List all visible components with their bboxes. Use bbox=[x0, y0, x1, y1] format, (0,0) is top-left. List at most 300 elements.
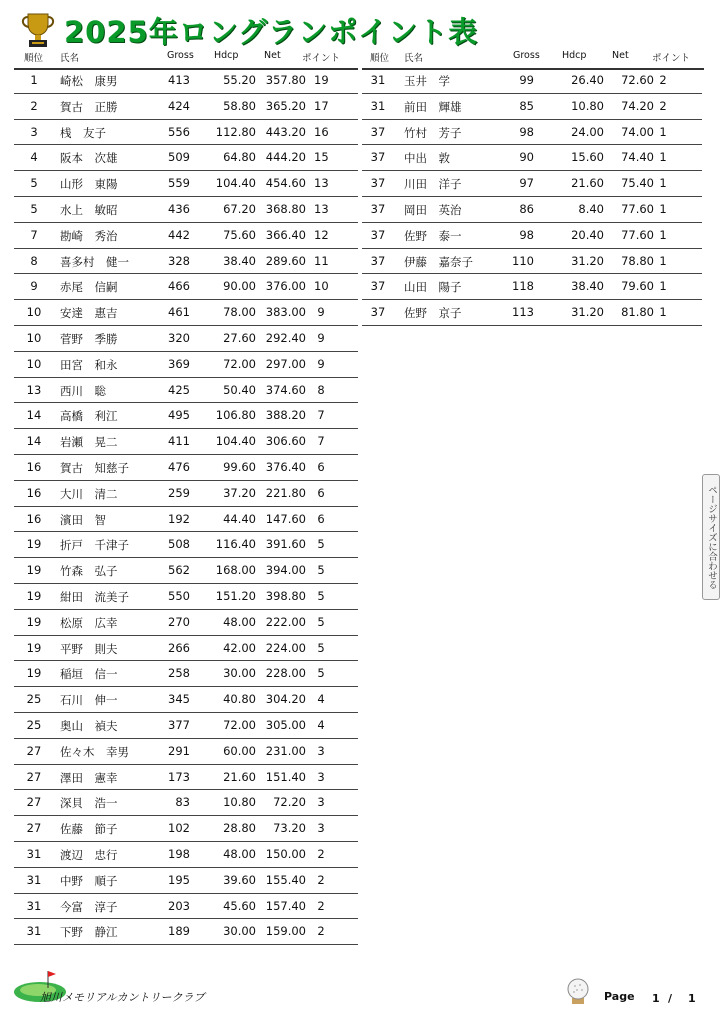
rank-cell: 37 bbox=[370, 124, 386, 139]
hdcp-cell: 15.60 bbox=[571, 150, 604, 165]
table-row bbox=[14, 739, 358, 765]
point-cell: 3 bbox=[317, 795, 325, 810]
name-cell: 田宮 和永 bbox=[60, 357, 118, 372]
point-cell: 3 bbox=[317, 769, 325, 784]
rank-cell: 19 bbox=[26, 614, 42, 629]
name-cell: 賀古 知慈子 bbox=[60, 460, 129, 475]
gross-cell: 203 bbox=[168, 898, 190, 913]
table-row bbox=[362, 94, 702, 120]
table-row bbox=[14, 842, 358, 868]
hdcp-cell: 10.80 bbox=[571, 98, 604, 113]
header-point: ポイント bbox=[652, 53, 691, 64]
name-cell: 赤尾 信嗣 bbox=[60, 280, 118, 295]
net-cell: 304.20 bbox=[265, 692, 306, 707]
hdcp-cell: 31.20 bbox=[571, 305, 604, 320]
table-row bbox=[14, 94, 358, 120]
table-row bbox=[14, 171, 358, 197]
net-cell: 444.20 bbox=[265, 150, 306, 165]
rank-cell: 19 bbox=[26, 666, 42, 681]
gross-cell: 97 bbox=[519, 176, 534, 191]
table-row bbox=[14, 894, 358, 920]
net-cell: 454.60 bbox=[265, 176, 306, 191]
point-cell: 6 bbox=[317, 511, 325, 526]
name-cell: 竹村 芳子 bbox=[404, 125, 462, 140]
gross-cell: 461 bbox=[168, 305, 190, 320]
net-cell: 443.20 bbox=[265, 124, 306, 139]
net-cell: 388.20 bbox=[265, 408, 306, 423]
hdcp-cell: 90.00 bbox=[223, 279, 256, 294]
table-row bbox=[14, 249, 358, 275]
rank-cell: 8 bbox=[30, 253, 38, 268]
point-cell: 5 bbox=[317, 588, 325, 603]
hdcp-cell: 44.40 bbox=[223, 511, 256, 526]
point-cell: 12 bbox=[314, 227, 329, 242]
name-cell: 岩瀬 晃二 bbox=[60, 435, 118, 450]
net-cell: 74.00 bbox=[621, 124, 654, 139]
gross-cell: 291 bbox=[168, 743, 190, 758]
hdcp-cell: 38.40 bbox=[571, 279, 604, 294]
hdcp-cell: 106.80 bbox=[215, 408, 256, 423]
rank-cell: 13 bbox=[26, 382, 42, 397]
table-row bbox=[14, 403, 358, 429]
table-row bbox=[14, 790, 358, 816]
name-cell: 稲垣 信一 bbox=[60, 667, 118, 682]
net-cell: 72.60 bbox=[621, 73, 654, 87]
gross-cell: 562 bbox=[168, 563, 190, 578]
point-cell: 2 bbox=[317, 898, 325, 913]
gross-cell: 369 bbox=[168, 356, 190, 371]
hdcp-cell: 20.40 bbox=[571, 227, 604, 242]
rank-cell: 37 bbox=[370, 227, 386, 242]
net-cell: 78.80 bbox=[621, 253, 654, 268]
point-cell: 6 bbox=[317, 459, 325, 474]
net-cell: 366.40 bbox=[265, 227, 306, 242]
right-header bbox=[370, 50, 702, 66]
hdcp-cell: 112.80 bbox=[215, 124, 256, 139]
point-cell: 9 bbox=[317, 356, 325, 371]
table-row bbox=[14, 326, 358, 352]
net-cell: 151.40 bbox=[265, 769, 306, 784]
table-row bbox=[362, 120, 702, 146]
point-cell: 9 bbox=[317, 330, 325, 345]
name-cell: 奥山 禎夫 bbox=[60, 718, 118, 733]
name-cell: 松原 広幸 bbox=[60, 615, 118, 630]
rank-cell: 27 bbox=[26, 795, 42, 810]
point-cell: 2 bbox=[317, 846, 325, 861]
name-cell: 安達 惠吉 bbox=[60, 306, 118, 321]
table-row bbox=[14, 713, 358, 739]
name-cell: 菅野 季勝 bbox=[60, 331, 118, 346]
page-title: 2025年ロングランポイント表 bbox=[64, 14, 479, 49]
hdcp-cell: 24.00 bbox=[571, 124, 604, 139]
point-cell: 2 bbox=[317, 872, 325, 887]
net-cell: 231.00 bbox=[265, 743, 306, 758]
rank-cell: 10 bbox=[26, 356, 42, 371]
point-cell: 3 bbox=[317, 743, 325, 758]
name-cell: 西川 聡 bbox=[60, 383, 106, 398]
table-row bbox=[362, 249, 702, 275]
name-cell: 川田 洋子 bbox=[404, 177, 462, 192]
rank-cell: 16 bbox=[26, 485, 42, 500]
hdcp-cell: 48.00 bbox=[223, 846, 256, 861]
header-gross: Gross bbox=[167, 50, 194, 61]
rank-cell: 25 bbox=[26, 692, 42, 707]
hdcp-cell: 21.60 bbox=[223, 769, 256, 784]
name-cell: 折戸 千津子 bbox=[60, 538, 129, 553]
point-cell: 13 bbox=[314, 176, 329, 191]
rank-cell: 37 bbox=[370, 279, 386, 294]
header-hdcp: Hdcp bbox=[214, 50, 239, 61]
gross-cell: 98 bbox=[519, 124, 534, 139]
point-cell: 5 bbox=[317, 640, 325, 655]
rank-cell: 16 bbox=[26, 459, 42, 474]
name-cell: 下野 静江 bbox=[60, 925, 118, 940]
name-cell: 水上 敏昭 bbox=[60, 202, 118, 217]
rank-cell: 31 bbox=[370, 98, 386, 113]
net-cell: 297.00 bbox=[265, 356, 306, 371]
header-rank: 順位 bbox=[24, 53, 44, 64]
point-cell: 4 bbox=[317, 717, 325, 732]
gross-cell: 189 bbox=[168, 924, 190, 939]
table-row bbox=[14, 584, 358, 610]
table-row bbox=[362, 274, 702, 300]
rank-cell: 37 bbox=[370, 253, 386, 268]
table-row bbox=[362, 300, 702, 326]
gross-cell: 86 bbox=[519, 201, 534, 216]
page-separator: / bbox=[668, 992, 673, 1005]
net-cell: 77.60 bbox=[621, 201, 654, 216]
table-row bbox=[362, 223, 702, 249]
name-cell: 玉井 学 bbox=[404, 74, 450, 88]
point-cell: 2 bbox=[659, 98, 667, 113]
rank-cell: 1 bbox=[30, 73, 38, 87]
gross-cell: 192 bbox=[168, 511, 190, 526]
left-table bbox=[14, 68, 358, 945]
point-cell: 4 bbox=[317, 692, 325, 707]
net-cell: 391.60 bbox=[265, 537, 306, 552]
name-cell: 石川 伸一 bbox=[60, 693, 118, 708]
rank-cell: 9 bbox=[30, 279, 38, 294]
point-cell: 7 bbox=[317, 408, 325, 423]
net-cell: 72.20 bbox=[273, 795, 306, 810]
hdcp-cell: 27.60 bbox=[223, 330, 256, 345]
name-cell: 今富 淳子 bbox=[60, 899, 118, 914]
name-cell: 前田 輝雄 bbox=[404, 99, 462, 114]
gross-cell: 270 bbox=[168, 614, 190, 629]
name-cell: 深貝 浩一 bbox=[60, 796, 118, 811]
gross-cell: 550 bbox=[168, 588, 190, 603]
rank-cell: 3 bbox=[30, 124, 38, 139]
net-cell: 306.60 bbox=[265, 434, 306, 449]
point-cell: 7 bbox=[317, 434, 325, 449]
table-row bbox=[14, 378, 358, 404]
table-row bbox=[14, 868, 358, 894]
net-cell: 159.00 bbox=[265, 924, 306, 939]
rank-cell: 5 bbox=[30, 176, 38, 191]
table-row bbox=[362, 171, 702, 197]
point-cell: 5 bbox=[317, 614, 325, 629]
fit-page-size-tab[interactable]: ページサイズに合わせる bbox=[702, 474, 720, 600]
name-cell: 伊藤 嘉奈子 bbox=[404, 254, 473, 269]
gross-cell: 411 bbox=[168, 434, 190, 449]
page-current: 1 bbox=[652, 992, 660, 1005]
net-cell: 289.60 bbox=[265, 253, 306, 268]
rank-cell: 31 bbox=[26, 898, 42, 913]
net-cell: 368.80 bbox=[265, 201, 306, 216]
table-row bbox=[14, 661, 358, 687]
name-cell: 渡辺 忠行 bbox=[60, 847, 118, 862]
table-row bbox=[14, 68, 358, 94]
table-row bbox=[362, 197, 702, 223]
gross-cell: 258 bbox=[168, 666, 190, 681]
rank-cell: 19 bbox=[26, 563, 42, 578]
net-cell: 77.60 bbox=[621, 227, 654, 242]
net-cell: 394.00 bbox=[265, 563, 306, 578]
header-net: Net bbox=[264, 50, 281, 61]
point-cell: 19 bbox=[314, 73, 329, 87]
rank-cell: 5 bbox=[30, 201, 38, 216]
net-cell: 157.40 bbox=[265, 898, 306, 913]
gross-cell: 425 bbox=[168, 382, 190, 397]
point-cell: 8 bbox=[317, 382, 325, 397]
net-cell: 376.40 bbox=[265, 459, 306, 474]
net-cell: 74.20 bbox=[621, 98, 654, 113]
rank-cell: 37 bbox=[370, 176, 386, 191]
point-cell: 10 bbox=[314, 279, 329, 294]
name-cell: 濱田 智 bbox=[60, 512, 106, 527]
table-row bbox=[14, 532, 358, 558]
gross-cell: 508 bbox=[168, 537, 190, 552]
rank-cell: 37 bbox=[370, 150, 386, 165]
rank-cell: 7 bbox=[30, 227, 38, 242]
gross-cell: 320 bbox=[168, 330, 190, 345]
name-cell: 澤田 憲幸 bbox=[60, 770, 118, 785]
rank-cell: 31 bbox=[26, 924, 42, 939]
header-name: 氏名 bbox=[60, 53, 80, 64]
point-cell: 2 bbox=[317, 924, 325, 939]
rank-cell: 19 bbox=[26, 588, 42, 603]
gross-cell: 173 bbox=[168, 769, 190, 784]
name-cell: 賀古 正勝 bbox=[60, 99, 118, 114]
point-cell: 9 bbox=[317, 305, 325, 320]
hdcp-cell: 30.00 bbox=[223, 666, 256, 681]
header-rank: 順位 bbox=[370, 53, 390, 64]
hdcp-cell: 58.80 bbox=[223, 98, 256, 113]
point-cell: 1 bbox=[659, 176, 667, 191]
point-cell: 5 bbox=[317, 563, 325, 578]
name-cell: 喜多村 健一 bbox=[60, 254, 129, 269]
net-cell: 357.80 bbox=[265, 73, 306, 87]
point-cell: 1 bbox=[659, 253, 667, 268]
net-cell: 75.40 bbox=[621, 176, 654, 191]
header-point: ポイント bbox=[302, 53, 341, 64]
point-cell: 5 bbox=[317, 666, 325, 681]
hdcp-cell: 55.20 bbox=[223, 73, 256, 87]
net-cell: 228.00 bbox=[265, 666, 306, 681]
point-cell: 11 bbox=[314, 253, 329, 268]
rank-cell: 19 bbox=[26, 640, 42, 655]
gross-cell: 328 bbox=[168, 253, 190, 268]
hdcp-cell: 26.40 bbox=[571, 73, 604, 87]
table-row bbox=[14, 481, 358, 507]
rank-cell: 14 bbox=[26, 408, 42, 423]
hdcp-cell: 38.40 bbox=[223, 253, 256, 268]
gross-cell: 377 bbox=[168, 717, 190, 732]
gross-cell: 110 bbox=[512, 253, 534, 268]
net-cell: 221.80 bbox=[265, 485, 306, 500]
hdcp-cell: 72.00 bbox=[223, 717, 256, 732]
net-cell: 150.00 bbox=[265, 846, 306, 861]
name-cell: 佐野 京子 bbox=[404, 306, 462, 321]
gross-cell: 113 bbox=[512, 305, 534, 320]
table-row bbox=[14, 223, 358, 249]
name-cell: 崎松 康男 bbox=[60, 74, 118, 88]
page-label: Page bbox=[604, 990, 635, 1003]
gross-cell: 90 bbox=[519, 150, 534, 165]
table-row bbox=[14, 120, 358, 146]
table-row bbox=[14, 429, 358, 455]
name-cell: 竹森 弘子 bbox=[60, 564, 118, 579]
table-row bbox=[14, 274, 358, 300]
hdcp-cell: 37.20 bbox=[223, 485, 256, 500]
rank-cell: 10 bbox=[26, 330, 42, 345]
table-row bbox=[14, 300, 358, 326]
rank-cell: 10 bbox=[26, 305, 42, 320]
name-cell: 高橋 利江 bbox=[60, 409, 118, 424]
name-cell: 中出 敦 bbox=[404, 151, 450, 166]
table-row bbox=[362, 145, 702, 171]
net-cell: 374.60 bbox=[265, 382, 306, 397]
rank-cell: 37 bbox=[370, 305, 386, 320]
point-cell: 5 bbox=[317, 537, 325, 552]
gross-cell: 413 bbox=[168, 73, 190, 87]
hdcp-cell: 75.60 bbox=[223, 227, 256, 242]
gross-cell: 98 bbox=[519, 227, 534, 242]
hdcp-cell: 42.00 bbox=[223, 640, 256, 655]
header-hdcp: Hdcp bbox=[562, 50, 587, 61]
name-cell: 桟 友子 bbox=[60, 125, 106, 140]
table-row bbox=[14, 687, 358, 713]
hdcp-cell: 40.80 bbox=[223, 692, 256, 707]
table-row bbox=[14, 197, 358, 223]
rank-cell: 37 bbox=[370, 201, 386, 216]
gross-cell: 198 bbox=[168, 846, 190, 861]
hdcp-cell: 10.80 bbox=[223, 795, 256, 810]
table-row bbox=[14, 816, 358, 842]
rank-cell: 27 bbox=[26, 769, 42, 784]
hdcp-cell: 67.20 bbox=[223, 201, 256, 216]
right-table bbox=[362, 68, 702, 326]
hdcp-cell: 21.60 bbox=[571, 176, 604, 191]
hdcp-cell: 28.80 bbox=[223, 821, 256, 836]
header bbox=[18, 10, 478, 50]
hdcp-cell: 104.40 bbox=[215, 176, 256, 191]
net-cell: 74.40 bbox=[621, 150, 654, 165]
page-total: 1 bbox=[688, 992, 696, 1005]
hdcp-cell: 39.60 bbox=[223, 872, 256, 887]
net-cell: 224.00 bbox=[265, 640, 306, 655]
gross-cell: 102 bbox=[168, 821, 190, 836]
name-cell: 佐々木 幸男 bbox=[60, 744, 129, 759]
gross-cell: 442 bbox=[168, 227, 190, 242]
point-cell: 1 bbox=[659, 124, 667, 139]
gross-cell: 436 bbox=[168, 201, 190, 216]
gross-cell: 266 bbox=[168, 640, 190, 655]
hdcp-cell: 78.00 bbox=[223, 305, 256, 320]
rank-cell: 31 bbox=[26, 846, 42, 861]
rank-cell: 31 bbox=[26, 872, 42, 887]
point-cell: 1 bbox=[659, 201, 667, 216]
name-cell: 中野 順子 bbox=[60, 873, 118, 888]
point-cell: 1 bbox=[659, 305, 667, 320]
name-cell: 紺田 流美子 bbox=[60, 589, 129, 604]
rank-cell: 16 bbox=[26, 511, 42, 526]
point-cell: 6 bbox=[317, 485, 325, 500]
table-row bbox=[14, 610, 358, 636]
gross-cell: 195 bbox=[168, 872, 190, 887]
table-row bbox=[14, 558, 358, 584]
net-cell: 383.00 bbox=[265, 305, 306, 320]
name-cell: 佐野 泰一 bbox=[404, 228, 462, 243]
name-cell: 大川 清二 bbox=[60, 486, 118, 501]
gross-cell: 466 bbox=[168, 279, 190, 294]
table-row bbox=[14, 765, 358, 791]
table-row bbox=[14, 636, 358, 662]
net-cell: 376.00 bbox=[265, 279, 306, 294]
hdcp-cell: 60.00 bbox=[223, 743, 256, 758]
rank-cell: 31 bbox=[370, 73, 386, 87]
gross-cell: 83 bbox=[175, 795, 190, 810]
name-cell: 平野 則夫 bbox=[60, 641, 118, 656]
net-cell: 73.20 bbox=[273, 821, 306, 836]
net-cell: 147.60 bbox=[265, 511, 306, 526]
rank-cell: 19 bbox=[26, 537, 42, 552]
rank-cell: 4 bbox=[30, 150, 38, 165]
rank-cell: 27 bbox=[26, 743, 42, 758]
hdcp-cell: 168.00 bbox=[215, 563, 256, 578]
gross-cell: 345 bbox=[168, 692, 190, 707]
header-name: 氏名 bbox=[404, 53, 424, 64]
name-cell: 岡田 英治 bbox=[404, 202, 462, 217]
point-cell: 13 bbox=[314, 201, 329, 216]
header-net: Net bbox=[612, 50, 629, 61]
gross-cell: 424 bbox=[168, 98, 190, 113]
hdcp-cell: 48.00 bbox=[223, 614, 256, 629]
hdcp-cell: 72.00 bbox=[223, 356, 256, 371]
point-cell: 1 bbox=[659, 227, 667, 242]
hdcp-cell: 31.20 bbox=[571, 253, 604, 268]
net-cell: 155.40 bbox=[265, 872, 306, 887]
name-cell: 阪本 次雄 bbox=[60, 151, 118, 166]
table-row bbox=[14, 455, 358, 481]
golf-ball-icon bbox=[566, 978, 590, 1006]
point-cell: 1 bbox=[659, 279, 667, 294]
hdcp-cell: 116.40 bbox=[215, 537, 256, 552]
gross-cell: 556 bbox=[168, 124, 190, 139]
net-cell: 79.60 bbox=[621, 279, 654, 294]
rank-cell: 14 bbox=[26, 434, 42, 449]
name-cell: 山形 東陽 bbox=[60, 177, 118, 192]
name-cell: 山田 陽子 bbox=[404, 280, 462, 295]
table-row bbox=[14, 507, 358, 533]
rank-cell: 2 bbox=[30, 98, 38, 113]
net-cell: 305.00 bbox=[265, 717, 306, 732]
net-cell: 222.00 bbox=[265, 614, 306, 629]
gross-cell: 99 bbox=[519, 73, 534, 87]
rank-cell: 25 bbox=[26, 717, 42, 732]
net-cell: 292.40 bbox=[265, 330, 306, 345]
table-row bbox=[362, 68, 702, 94]
